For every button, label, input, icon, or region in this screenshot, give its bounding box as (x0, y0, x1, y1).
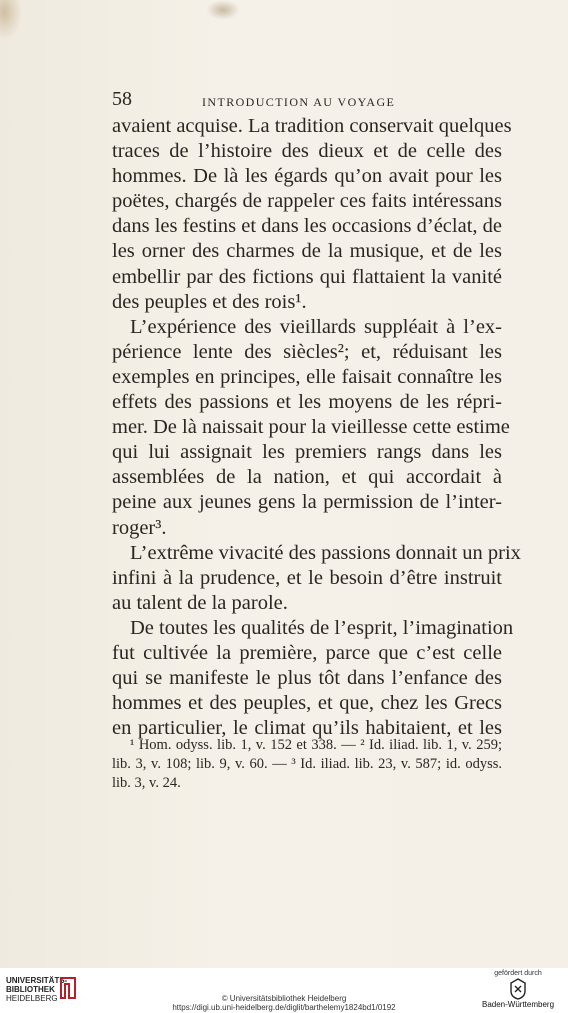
text-line: De toutes les qualités de l’esprit, l’imagination (130, 616, 514, 639)
body-text (112, 114, 521, 741)
page-number: 58 (112, 88, 132, 110)
text-line: peine aux jeunes gens la permission de l’inter- (112, 491, 502, 514)
text-line: infini à la prudence, et le besoin d’être instruit (112, 566, 502, 589)
funder-badge (470, 970, 566, 1009)
paper-stain (0, 0, 22, 40)
paper-stain (206, 0, 240, 20)
library-name-line: HEIDELBERG (6, 994, 58, 1003)
text-line: dans les festins et dans les occasions d’éclat, de (112, 215, 502, 238)
library-name-line: UNIVERSITÄTS- (6, 976, 68, 985)
text-line: des peuples et des rois¹. (112, 290, 307, 313)
text-line: en particulier, le climat qu’ils habitaient, et les (112, 717, 502, 740)
text-line: les orner des charmes de la musique, et de les (112, 240, 502, 263)
text-line: traces de l’histoire des dieux et de celle des (112, 140, 502, 163)
text-line: périence lente des siècles²; et, réduisant les (112, 340, 502, 363)
coat-of-arms-icon (508, 978, 528, 1000)
copyright-notice: © Universitätsbibliothek Heidelberg (221, 994, 347, 1003)
text-line: L’expérience des vieillards suppléait à l’ex- (130, 315, 502, 338)
footnote-line: lib. 3, v. 24. (112, 775, 181, 791)
footnote-line: lib. 3, v. 108; lib. 9, v. 60. — ³ Id. iliad. lib. 23, v. 587; id. odyss. (112, 756, 502, 772)
footnote-line: ¹ Hom. odyss. lib. 1, v. 152 et 338. — ² Id. iliad. lib. 1, v. 259; (130, 737, 502, 753)
text-line: mer. De là naissait pour la vieillesse cette estime (112, 416, 510, 439)
text-line: effets des passions et les moyens de les répri- (112, 391, 502, 414)
text-line: roger³. (112, 516, 167, 539)
permalink[interactable]: https://digi.ub.uni-heidelberg.de/diglit/barthelemy1824bd1/0192 (172, 1003, 396, 1012)
text-line: qui lui assignait les premiers rangs dans les (112, 441, 502, 464)
running-title: INTRODUCTION AU VOYAGE (202, 95, 396, 109)
text-line: L’extrême vivacité des passions donnait un prix (130, 541, 521, 564)
text-line: poëtes, chargés de rappeler ces faits intéressans (112, 190, 502, 213)
text-line: hommes et des peuples, et que, chez les Grecs (112, 692, 502, 715)
text-line: au talent de la parole. (112, 591, 288, 614)
text-line: qui se manifeste le plus tôt dans l’enfance des (112, 667, 502, 690)
funder-name: Baden-Württemberg (481, 1000, 555, 1009)
text-line: hommes. De là les égards qu’on avait pour les (112, 165, 502, 188)
library-name-line: BIBLIOTHEK (6, 985, 55, 994)
page-header (112, 88, 502, 116)
viewer-footer (0, 968, 568, 1013)
funded-by-label: gefördert durch (494, 970, 542, 977)
text-line: avaient acquise. La tradition conservait quelques (112, 115, 512, 137)
text-line: exemples en principes, elle faisait connaître les (112, 365, 502, 388)
text-line: assemblées de la nation, et qui accordait à (112, 466, 502, 489)
text-line: embellir par des fictions qui flattaient la vanité (112, 265, 502, 288)
footnotes (112, 736, 502, 793)
text-line: fut cultivée la première, parce que c’est celle (112, 641, 502, 664)
